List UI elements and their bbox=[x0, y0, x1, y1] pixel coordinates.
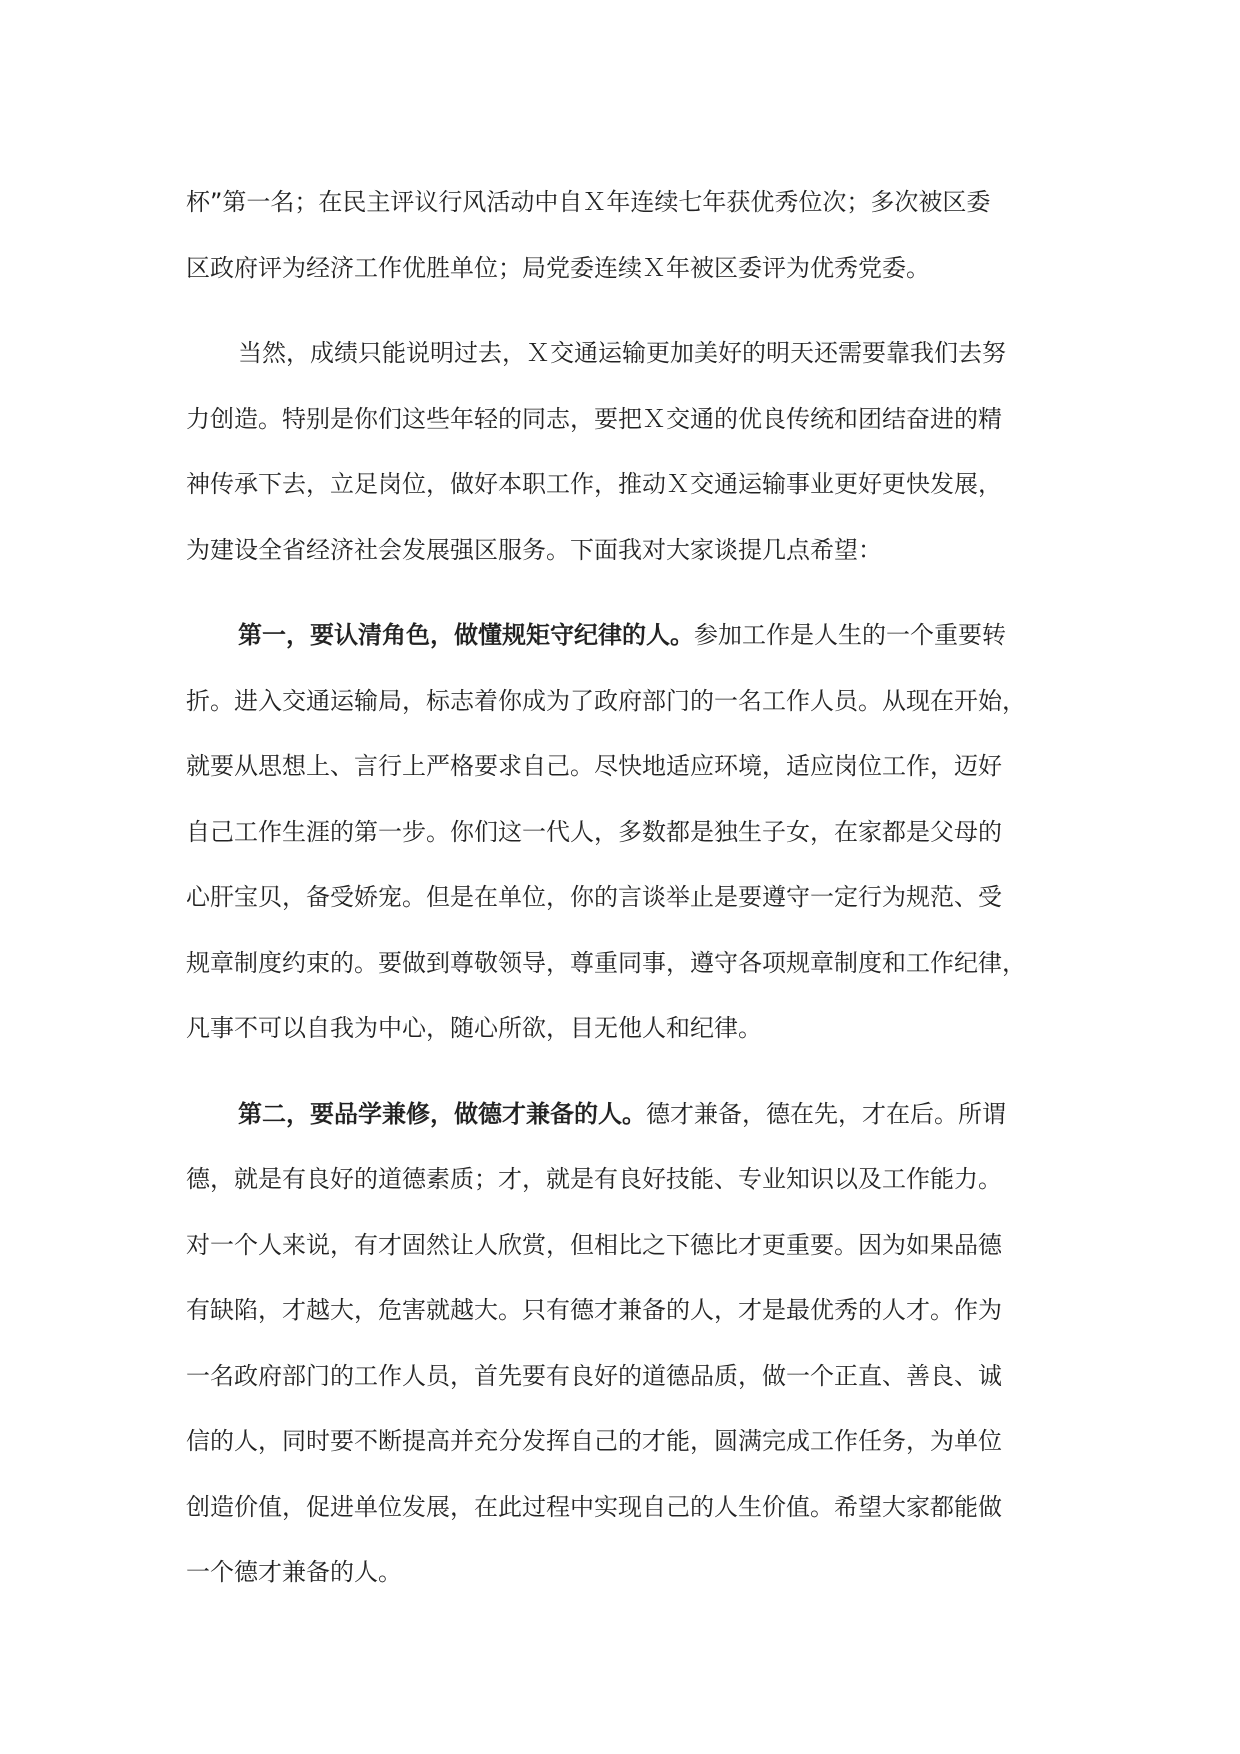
text-line: 折。进入交通运输局，标志着你成为了政府部门的一名工作人员。从现在开始， bbox=[186, 686, 1026, 715]
text-line bbox=[186, 603, 1066, 669]
text-line: 凡事不可以自我为中心，随心所欲，目无他人和纪律。 bbox=[186, 1014, 762, 1042]
paragraph-achievements bbox=[186, 170, 1066, 301]
paragraph-second-point bbox=[186, 1082, 1066, 1606]
text-fragment: 德才兼备，德在先，才在后。所谓 bbox=[646, 1099, 1006, 1128]
text-line bbox=[186, 1082, 1066, 1148]
text-line: 一名政府部门的工作人员，首先要有良好的道德品质，做一个正直、善良、诚 bbox=[186, 1361, 1002, 1390]
text-line: 就要从思想上、言行上严格要求自己。尽快地适应环境，适应岗位工作，迈好 bbox=[186, 752, 1002, 780]
paragraph-gap bbox=[186, 301, 1066, 321]
paragraph-gap bbox=[186, 583, 1066, 603]
text-line: 有缺陷，才越大，危害就越大。只有德才兼备的人，才是最优秀的人才。作为 bbox=[186, 1296, 1002, 1324]
text-line: 区政府评为经济工作优胜单位；局党委连续Ｘ年被区委评为优秀党委。 bbox=[186, 253, 930, 282]
text-line: 对一个人来说，有才固然让人欣赏，但相比之下德比才更重要。因为如果品德 bbox=[186, 1230, 1002, 1259]
text-fragment: 参加工作是人生的一个重要转 bbox=[694, 621, 1006, 649]
paragraph-future bbox=[186, 321, 1066, 583]
text-line: 自己工作生涯的第一步。你们这一代人，多数都是独生子女，在家都是父母的 bbox=[186, 817, 1002, 846]
text-line: 规章制度约束的。要做到尊敬领导，尊重同事，遵守各项规章制度和工作纪律， bbox=[186, 948, 1026, 977]
text-line: 心肝宝贝，备受娇宠。但是在单位，你的言谈举止是要遵守一定行为规范、受 bbox=[186, 883, 1002, 911]
text-line: 为建设全省经济社会发展强区服务。下面我对大家谈提几点希望： bbox=[186, 535, 882, 564]
section-heading-second: 第二，要品学兼修，做德才兼备的人。 bbox=[238, 1099, 646, 1128]
text-line: 杯”第一名；在民主评议行风活动中自Ｘ年连续七年获优秀位次；多次被区委 bbox=[186, 188, 991, 216]
text-line: 一个德才兼备的人。 bbox=[186, 1558, 402, 1586]
text-line: 创造价值，促进单位发展，在此过程中实现自己的人生价值。希望大家都能做 bbox=[186, 1492, 1002, 1521]
paragraph-first-point bbox=[186, 603, 1066, 1062]
paragraph-gap bbox=[186, 1062, 1066, 1082]
text-line: 当然，成绩只能说明过去，Ｘ交通运输更加美好的明天还需要靠我们去努 bbox=[238, 339, 1006, 367]
section-heading-first: 第一，要认清角色，做懂规矩守纪律的人。 bbox=[238, 621, 694, 649]
text-line: 力创造。特别是你们这些年轻的同志，要把Ｘ交通的优良传统和团结奋进的精 bbox=[186, 404, 1002, 433]
text-line: 德，就是有良好的道德素质；才，就是有良好技能、专业知识以及工作能力。 bbox=[186, 1165, 1002, 1193]
document-page bbox=[186, 170, 1066, 1606]
text-line: 信的人，同时要不断提高并充分发挥自己的才能，圆满完成工作任务，为单位 bbox=[186, 1427, 1002, 1455]
text-line: 神传承下去，立足岗位，做好本职工作，推动Ｘ交通运输事业更好更快发展， bbox=[186, 470, 1002, 498]
